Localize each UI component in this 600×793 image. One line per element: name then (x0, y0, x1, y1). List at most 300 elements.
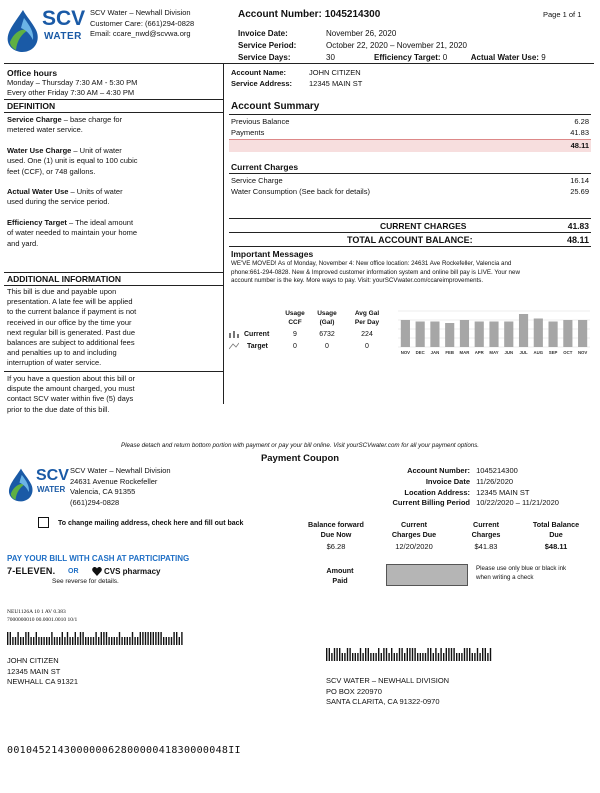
definitions (7, 115, 219, 249)
barcode-bar (171, 637, 172, 645)
barcode-bar (101, 632, 102, 645)
dispute-text (7, 374, 219, 415)
remit-po-box: PO BOX 220970 (326, 686, 382, 696)
barcode-bar (334, 648, 335, 661)
usage-ccf-header-1: Usage (285, 310, 305, 317)
add-line: balances are subject to additional fees (7, 338, 135, 348)
or-text: OR (68, 568, 79, 575)
ink-note (476, 565, 566, 582)
scanline: 00104521430000006280000041830000048II (7, 745, 241, 756)
barcode-bar (409, 648, 410, 661)
invoice-date-value: November 26, 2020 (326, 29, 397, 38)
barcode-bar (383, 648, 384, 661)
barcode-bar (412, 648, 413, 661)
account-number-value: 1045214300 (324, 9, 381, 20)
change-address-checkbox[interactable] (38, 517, 49, 528)
usage-gal-header-1: Usage (317, 310, 337, 317)
balance-forward-label-1: Balance forward (308, 520, 364, 529)
total-bottom-rule (229, 246, 591, 247)
barcode-bar (153, 632, 154, 645)
barcode-bar (23, 637, 24, 645)
barcode-bar (88, 637, 89, 645)
barcode-bar (134, 637, 135, 645)
chart-tick-label: MAR (459, 350, 470, 355)
chart-tick-label: APR (474, 350, 484, 355)
seven-eleven-logo: 7-ELEVEN. (7, 566, 56, 576)
barcode-bar (446, 648, 447, 661)
chart-tick-label: JUL (519, 350, 528, 355)
barcode-bar (368, 648, 369, 661)
def-use-term: Water Use Charge (7, 145, 72, 155)
logo-text-bottom: WATER (44, 31, 82, 42)
payments-label: Payments (231, 128, 265, 137)
usage-current-avg: 224 (361, 331, 373, 338)
barcode-bar (67, 632, 68, 645)
previous-balance-label: Previous Balance (231, 117, 290, 126)
def-efficiency-text-3: and yard. (7, 238, 39, 248)
coupon-scv-water-logo-icon (6, 467, 70, 503)
barcode-bar (365, 648, 366, 661)
barcode-bar (375, 653, 376, 661)
office-hours-line-1: Monday – Thursday 7:30 AM - 5:30 PM (7, 78, 138, 87)
barcode-bar (75, 632, 76, 645)
barcode-bar (443, 653, 444, 661)
usage-ccf-header-2: CCF (288, 319, 302, 326)
add-line: to the current balance if payment is not (7, 307, 137, 317)
barcode-bar (168, 637, 169, 645)
chart-bar (489, 322, 498, 348)
barcode-bar (98, 637, 99, 645)
chart-bar (460, 320, 469, 347)
barcode-icon (7, 632, 187, 645)
barcode-bar (15, 637, 16, 645)
balance-forward-header (296, 520, 376, 540)
barcode-bar (440, 648, 441, 661)
chart-bar (504, 322, 513, 348)
current-charges-title: Current Charges (231, 162, 299, 172)
barcode-bar (80, 632, 81, 645)
total-balance-value: 48.11 (566, 235, 589, 245)
invoice-date-label: Invoice Date: (238, 29, 288, 38)
add-line: received in our office by the time your (7, 317, 132, 327)
customer-street: 12345 MAIN ST (7, 666, 61, 676)
barcode-bar (448, 648, 449, 661)
previous-balance-value: 6.28 (574, 117, 589, 126)
message-line: WE'VE MOVED! As of Monday, November 4: New office location: 24631 Ave Rockefeller, Valencia and (231, 260, 512, 267)
barcode-bar (121, 637, 122, 645)
coupon-account-info (330, 466, 559, 509)
header-divider (4, 63, 594, 64)
barcode-bar (129, 637, 130, 645)
coupon-account-number-label: Account Number: (407, 466, 470, 475)
barcode-bar (49, 637, 50, 645)
account-details (231, 67, 362, 89)
barcode-bar (461, 653, 462, 661)
payments-row (231, 128, 589, 137)
chart-tick-label: SEP (548, 350, 558, 355)
def-efficiency-text: – The ideal amount (66, 217, 134, 227)
def-use-text-2: used. One (1) unit is equal to 100 cubic (7, 156, 138, 166)
service-days-value: 30 (326, 53, 335, 62)
chart-bar (416, 322, 425, 348)
barcode-bar (331, 653, 332, 661)
coupon-street: 24631 Avenue Rockefeller (70, 476, 158, 486)
add-line: interruption of water service. (7, 358, 102, 368)
message-line: phone:661-294-0828. New & Improved customer information system and online bill pay is LIVE. Your new (231, 268, 520, 276)
barcode-bar (477, 648, 478, 661)
amount-paid-label (320, 566, 360, 586)
coupon-invoice-date-value: 11/26/2020 (476, 476, 514, 486)
barcode-bar (438, 653, 439, 661)
amount-paid-label-2: Paid (332, 576, 348, 585)
chart-tick-label: DEC (415, 350, 425, 355)
barcode-bar (30, 637, 31, 645)
service-address-value: 12345 MAIN ST (309, 79, 363, 88)
left-divider-4 (4, 285, 223, 286)
page-indicator: Page 1 of 1 (543, 10, 582, 19)
usage-avg-header (349, 309, 385, 327)
usage-gal-header-2: (Gal) (319, 319, 335, 326)
coupon-billing-value: 10/22/2020 – 11/21/2020 (476, 498, 559, 508)
barcode-bar (396, 653, 397, 661)
chart-tick-label: JUN (504, 350, 514, 355)
invoice-info (238, 28, 467, 52)
usage-avg-header-1: Avg Gal (354, 310, 380, 317)
barcode-bar (106, 632, 107, 645)
barcode-bar (10, 632, 11, 645)
barcode-bar (90, 637, 91, 645)
total-balance-label: TOTAL ACCOUNT BALANCE: (347, 235, 473, 245)
amount-paid-input[interactable] (386, 564, 468, 586)
usage-ccf-header (280, 309, 310, 327)
barcode-bar (158, 632, 159, 645)
barcode-bar (464, 648, 465, 661)
barcode-bar (82, 632, 83, 645)
email-address: Email: ccare_nwd@scvwa.org (90, 29, 191, 38)
usage-target-avg: 0 (365, 343, 369, 350)
left-divider-1 (4, 99, 223, 100)
office-hours-title: Office hours (7, 68, 58, 78)
division-name: SCV Water – Newhall Division (90, 8, 191, 17)
remit-city: SANTA CLARITA, CA 91322-0970 (326, 697, 440, 706)
cvs-heart-icon (92, 567, 102, 576)
actual-water-use-label: Actual Water Use: (470, 53, 539, 62)
barcode-bar (142, 632, 143, 645)
current-divider (229, 173, 591, 174)
barcode-bar (163, 637, 164, 645)
barcode-bar (399, 648, 400, 661)
def-efficiency-text-2: of water needed to maintain your home (7, 228, 138, 238)
see-reverse-text: See reverse for details. (52, 578, 119, 585)
additional-info-title: ADDITIONAL INFORMATION (7, 274, 121, 284)
barcode-bar (391, 648, 392, 661)
def-use-text: – Unit of water (71, 145, 122, 155)
current-charges-top-rule (229, 218, 591, 219)
barcode-bar (93, 637, 94, 645)
current-charges-due-value: 12/20/2020 (395, 542, 433, 551)
service-period-label: Service Period: (238, 41, 297, 50)
barcode-bar (456, 653, 457, 661)
add-line: This bill is due and payable upon (7, 287, 117, 296)
chart-bar (578, 320, 587, 347)
barcode-bar (25, 632, 26, 645)
cvs-pharmacy-logo: CVS pharmacy (104, 567, 161, 576)
usage-current-ccf: 9 (293, 331, 297, 338)
balance-forward-label-2: Due Now (320, 530, 352, 539)
barcode-bar (373, 653, 374, 661)
barcode-bar (119, 632, 120, 645)
summary-balance-value: 48.11 (570, 141, 589, 150)
barcode-bar (472, 653, 473, 661)
barcode-bar (103, 632, 104, 645)
barcode-bar (150, 632, 151, 645)
scv-water-logo-icon (4, 8, 94, 54)
consumption-label: Water Consumption (See back for details) (231, 187, 370, 196)
previous-balance-row (231, 117, 589, 126)
barcode-bar (72, 637, 73, 645)
left-divider-2 (4, 112, 223, 113)
customer-name: JOHN CITIZEN (7, 656, 59, 665)
barcode-bar (342, 653, 343, 661)
current-charges-due-header (374, 520, 454, 540)
barcode-bar (407, 648, 408, 661)
usage-target-ccf: 0 (293, 343, 297, 350)
coupon-location-label: Location Address: (404, 487, 470, 497)
remit-address (326, 676, 449, 708)
coupon-division: SCV Water – Newhall Division (70, 466, 171, 475)
amount-paid-label-1: Amount (326, 566, 354, 575)
barcode-bar (132, 632, 133, 645)
def-service-text: – base charge for (61, 115, 123, 124)
barcode-bar (51, 632, 52, 645)
barcode-bar (62, 632, 63, 645)
chart-tick-label: NOV (577, 350, 588, 355)
coupon-phone: (661)294-0828 (70, 497, 120, 507)
customer-mailing-address (7, 656, 78, 688)
account-number-label: Account Number: (238, 9, 322, 20)
chart-tick-label: JAN (430, 350, 440, 355)
current-charges-coupon-value: $41.83 (474, 542, 498, 551)
chart-tick-label: AUG (533, 350, 544, 355)
chart-bar (534, 319, 543, 348)
chart-bar (445, 323, 454, 347)
barcode-bar (12, 637, 13, 645)
ink-note-line-2: when writing a check (476, 573, 534, 581)
barcode-bar (179, 637, 180, 645)
barcode-bar (404, 653, 405, 661)
usage-current-label: Current (244, 331, 270, 338)
def-service-term: Service Charge (7, 115, 62, 124)
logo-text-top: SCV (42, 7, 86, 30)
customer-city: NEWHALL CA 91321 (7, 677, 79, 686)
barcode-bar (427, 648, 428, 661)
barcode-bar (357, 653, 358, 661)
coupon-city: Valencia, CA 91355 (70, 487, 136, 496)
payments-value: 41.83 (570, 128, 589, 137)
barcode-bar (381, 653, 382, 661)
additional-info-text (7, 287, 219, 369)
barcode-bar (176, 632, 177, 645)
barcode-bar (347, 648, 348, 661)
barcode-bar (59, 637, 60, 645)
barcode-bar (147, 632, 148, 645)
barcode-bar (54, 637, 55, 645)
barcode-bar (370, 653, 371, 661)
usage-gal-header (312, 309, 342, 327)
customer-care-phone: Customer Care: (661)294-0828 (90, 18, 195, 28)
micro-print-line-1: NEU1126A 10 1 AV 0.383 (7, 609, 66, 615)
service-charge-value: 16.14 (570, 176, 589, 185)
barcode-bar (20, 637, 21, 645)
barcode-bar (401, 648, 402, 661)
def-efficiency-term: Efficiency Target (7, 217, 67, 227)
barcode-bar (28, 632, 29, 645)
chart-bar (475, 322, 484, 348)
barcode-bar (56, 637, 57, 645)
barcode-bar (7, 632, 8, 645)
line-chart-legend-icon (229, 342, 239, 350)
consumption-row (231, 187, 589, 196)
dispute-line: contact SCV water within five (5) days (7, 394, 134, 404)
barcode-bar (459, 653, 460, 661)
current-charges-header (448, 520, 524, 540)
usage-current-gal: 6732 (319, 331, 335, 338)
coupon-logo-text-bottom: WATER (37, 485, 66, 494)
efficiency-target-value: 0 (442, 53, 448, 62)
barcode-bar (181, 632, 182, 645)
barcode-bar (469, 648, 470, 661)
service-days-row (238, 53, 593, 63)
change-address-label: To change mailing address, check here and fill out back (58, 520, 244, 527)
barcode-bar (362, 653, 363, 661)
important-messages-text (231, 260, 593, 286)
service-address-label: Service Address: (231, 79, 293, 88)
left-divider-3 (4, 272, 223, 273)
barcode-bar (124, 637, 125, 645)
actual-water-use-value: 9 (541, 53, 546, 62)
barcode-bar (352, 653, 353, 661)
barcode-bar (95, 632, 96, 645)
chart-bar (430, 322, 439, 348)
barcode-bar (422, 653, 423, 661)
remit-name: SCV WATER – NEWHALL DIVISION (326, 676, 450, 685)
account-number-header (238, 9, 380, 21)
barcode-bar (140, 632, 141, 645)
current-charges-label: CURRENT CHARGES (380, 221, 467, 231)
barcode-bar (394, 653, 395, 661)
barcode-bar (43, 637, 44, 645)
barcode-bar (414, 648, 415, 661)
barcode-bar (85, 637, 86, 645)
coupon-title: Payment Coupon (260, 453, 340, 464)
def-service-text-2: metered water service. (7, 125, 83, 135)
office-hours (7, 68, 137, 98)
dispute-line: dispute the amount charged, you must (7, 384, 135, 394)
add-line: next regular bill is generated. Past due (7, 327, 135, 337)
barcode-bar (425, 653, 426, 661)
barcode-bar (155, 632, 156, 645)
current-charges-value: 41.83 (567, 221, 589, 231)
barcode-bar (326, 648, 327, 661)
barcode-bar (173, 632, 174, 645)
service-charge-label: Service Charge (231, 176, 283, 185)
def-actual-text: – Units of water (68, 187, 123, 197)
barcode-bar (33, 637, 34, 645)
coupon-account-number-value: 1045214300 (476, 466, 518, 475)
barcode-bar (41, 637, 42, 645)
barcode-bar (474, 653, 475, 661)
definition-title: DEFINITION (7, 101, 56, 111)
barcode-bar (360, 648, 361, 661)
current-charges-due-label-2: Charges Due (391, 530, 437, 539)
barcode-bar (127, 637, 128, 645)
summary-divider (229, 114, 591, 115)
micro-print-line-2: 7000000010 00.0001.0010 10/1 (7, 617, 78, 623)
barcode-bar (430, 648, 431, 661)
barcode-bar (453, 648, 454, 661)
coupon-logo-text-top: SCV (36, 467, 69, 484)
total-balance-due-label-2: Due (549, 530, 563, 539)
barcode-bar (451, 648, 452, 661)
chart-bar (401, 320, 410, 347)
service-days-label: Service Days: (238, 53, 291, 62)
barcode-bar (38, 637, 39, 645)
barcode-bar (487, 653, 488, 661)
barcode-bar (116, 637, 117, 645)
balance-forward-value: $6.28 (326, 542, 346, 551)
barcode-bar (160, 632, 161, 645)
chart-bar (519, 314, 528, 347)
current-charges-label-1: Current (473, 520, 499, 529)
coupon-billing-label: Current Billing Period (392, 498, 470, 508)
utility-contact (90, 8, 194, 40)
barcode-bar (485, 648, 486, 661)
important-messages-title: Important Messages (231, 249, 314, 259)
barcode-bar (378, 648, 379, 661)
barcode-bar (145, 632, 146, 645)
usage-bar-chart (396, 309, 592, 357)
left-divider-5 (4, 371, 223, 372)
consumption-value: 25.69 (570, 187, 589, 196)
def-actual-term: Actual Water Use (7, 187, 69, 197)
barcode-bar (433, 653, 434, 661)
barcode-bar (339, 648, 340, 661)
office-hours-line-2: Every other Friday 7:30 AM – 4:30 PM (7, 88, 135, 97)
usage-avg-header-2: Per Day (354, 319, 380, 326)
barcode-bar (386, 648, 387, 661)
pay-cash-banner: PAY YOUR BILL WITH CASH AT PARTICIPATING (7, 554, 190, 563)
barcode-bar (466, 648, 467, 661)
chart-bar (563, 320, 572, 347)
barcode-bar (17, 632, 18, 645)
detach-instructions: Please detach and return bottom portion with payment or pay your bill online. Visit yourSCVwater.com for all your payment options. (120, 442, 480, 449)
barcode-bar (417, 653, 418, 661)
barcode-bar (114, 637, 115, 645)
add-line: presentation. A late fee will be applied (7, 297, 133, 307)
total-rule (229, 232, 591, 233)
chart-tick-label: MAY (489, 350, 499, 355)
chart-tick-label: NOV (400, 350, 411, 355)
barcode-bar (420, 653, 421, 661)
chart-tick-label: OCT (563, 350, 573, 355)
barcode-bar (77, 637, 78, 645)
barcode-bar (482, 648, 483, 661)
ink-note-line-1: Please use only blue or black ink (476, 565, 567, 572)
account-summary-title: Account Summary (231, 101, 320, 112)
def-actual-text-2: used during the service period. (7, 197, 110, 207)
barcode-bar (69, 637, 70, 645)
current-charges-due-label-1: Current (401, 520, 427, 529)
